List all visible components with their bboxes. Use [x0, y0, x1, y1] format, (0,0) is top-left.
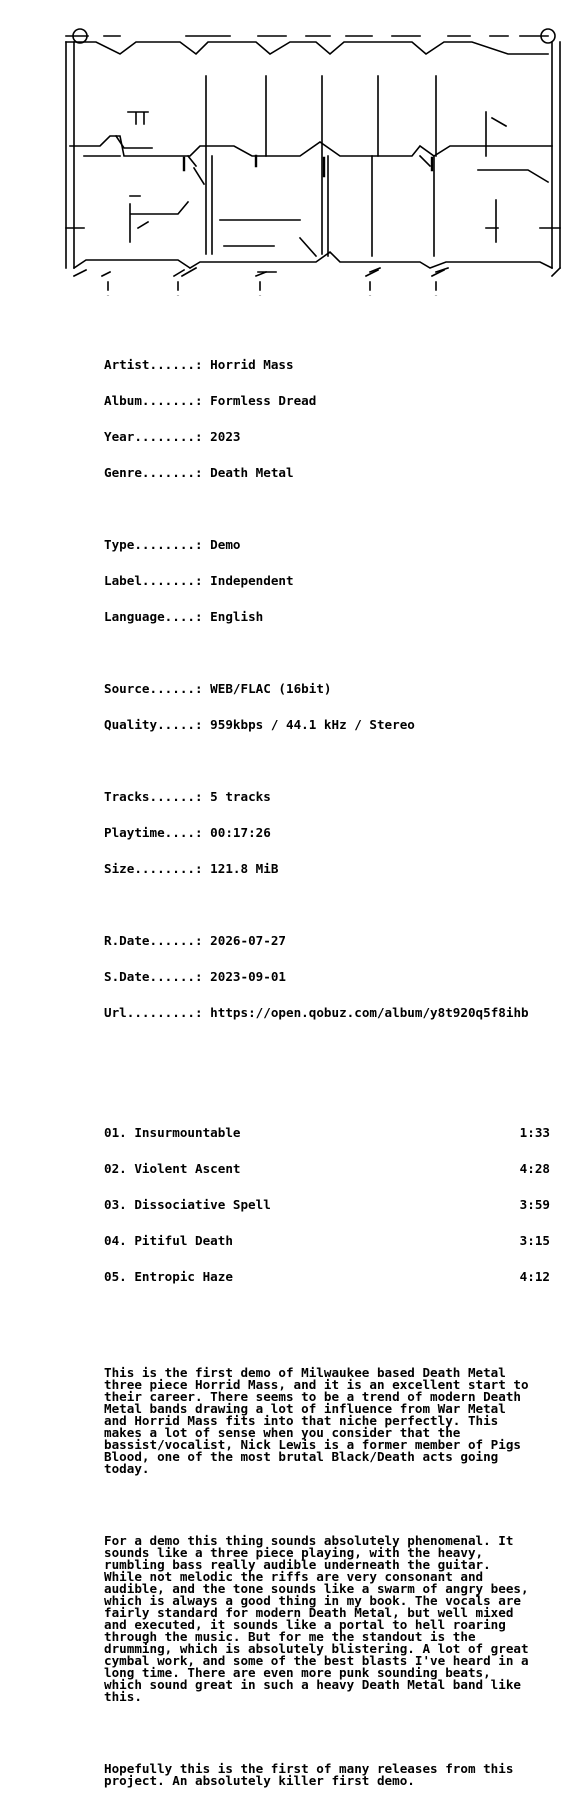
info-row-playtime [104, 827, 550, 839]
nfo-text [104, 311, 550, 1799]
info-row-artist [104, 359, 550, 371]
info-key: Tracks......: [104, 789, 203, 804]
info-key: Label.......: [104, 573, 203, 588]
info-row-scene-date [104, 971, 550, 983]
info-row-size [104, 863, 550, 875]
info-row-url [104, 1007, 550, 1019]
info-value: 959kbps / 44.1 kHz / Stereo [210, 717, 415, 732]
info-key: Type........: [104, 537, 203, 552]
info-row-album [104, 395, 550, 407]
info-value: WEB/FLAC (16bit) [210, 681, 332, 696]
track-title: 04. Pitiful Death [104, 1233, 233, 1248]
track-duration: 3:59 [519, 1197, 550, 1212]
track-title: 03. Dissociative Spell [104, 1197, 271, 1212]
info-key: Source......: [104, 681, 203, 696]
info-value: Death Metal [210, 465, 294, 480]
review-paragraph: Hopefully this is the first of many releases from this project. An absolutely killer first demo. [104, 1761, 514, 1788]
info-value: 2023 [210, 429, 241, 444]
track-duration: 3:15 [519, 1233, 550, 1248]
info-value: Horrid Mass [210, 357, 294, 372]
track-duration: 4:12 [519, 1269, 550, 1284]
track-row [104, 1199, 550, 1211]
tracklist [104, 1103, 550, 1307]
info-url-link[interactable]: https://open.qobuz.com/album/y8t920q5f8ihb [210, 1005, 529, 1020]
info-row-year [104, 431, 550, 443]
info-key: Artist......: [104, 357, 203, 372]
track-title: 01. Insurmountable [104, 1125, 241, 1140]
info-value: 00:17:26 [210, 825, 271, 840]
info-value: 121.8 MiB [210, 861, 279, 876]
info-key: Album.......: [104, 393, 203, 408]
info-value: Demo [210, 537, 241, 552]
info-key: Genre.......: [104, 465, 203, 480]
info-key: Playtime....: [104, 825, 203, 840]
info-value: English [210, 609, 264, 624]
info-key: Quality.....: [104, 717, 203, 732]
review-paragraph: This is the first demo of Milwaukee based Death Metal three piece Horrid Mass, and it is an excellent start to their career. There seems to be a trend of modern Death Metal bands drawing a lot of influence from War Metal and Horrid Mass fits into that niche perfectly. This makes a lot of sense when you consider that the bassist/vocalist, Nick Lewis is a former member of Pigs Blood, one of the most brutal Black/Death acts going today. [104, 1365, 529, 1476]
info-row-language [104, 611, 550, 623]
track-title: 05. Entropic Haze [104, 1269, 233, 1284]
info-key: S.Date......: [104, 969, 203, 984]
info-key: R.Date......: [104, 933, 203, 948]
info-row-tracks [104, 791, 550, 803]
info-row-genre [104, 467, 550, 479]
info-value: 2023-09-01 [210, 969, 286, 984]
track-duration: 1:33 [519, 1125, 550, 1140]
track-row [104, 1271, 550, 1283]
release-info-block [104, 335, 550, 1043]
info-key: Language....: [104, 609, 203, 624]
ascii-art-logo [0, 6, 576, 296]
info-row-quality [104, 719, 550, 731]
info-row-label [104, 575, 550, 587]
info-value: 2026-07-27 [210, 933, 286, 948]
track-title: 02. Violent Ascent [104, 1161, 241, 1176]
info-key: Year........: [104, 429, 203, 444]
info-value: Formless Dread [210, 393, 317, 408]
track-row [104, 1235, 550, 1247]
info-key: Url.........: [104, 1005, 203, 1020]
info-row-release-date [104, 935, 550, 947]
info-value: 5 tracks [210, 789, 271, 804]
info-row-source [104, 683, 550, 695]
track-row [104, 1163, 550, 1175]
review-paragraph: For a demo this thing sounds absolutely phenomenal. It sounds like a three piece playing, with the heavy, rumbling bass really audible underneath the guitar. While not melodic the riffs are very consonant and audible, and the tone sounds like a swarm of angry bees, which is always a good thing in my book. The vocals are fairly standard for modern Death Metal, but well mixed and executed, it sounds like a portal to hell roaring through the music. But for me the standout is the drumming, which is absolutely blistering. A lot of great cymbal work, and some of the best blasts I've heard in a long time. There are even more punk sounding beats, which sound great in such a heavy Death Metal band like this. [104, 1533, 529, 1704]
info-key: Size........: [104, 861, 203, 876]
track-row [104, 1127, 550, 1139]
track-duration: 4:28 [519, 1161, 550, 1176]
info-value: Independent [210, 573, 294, 588]
info-row-type [104, 539, 550, 551]
